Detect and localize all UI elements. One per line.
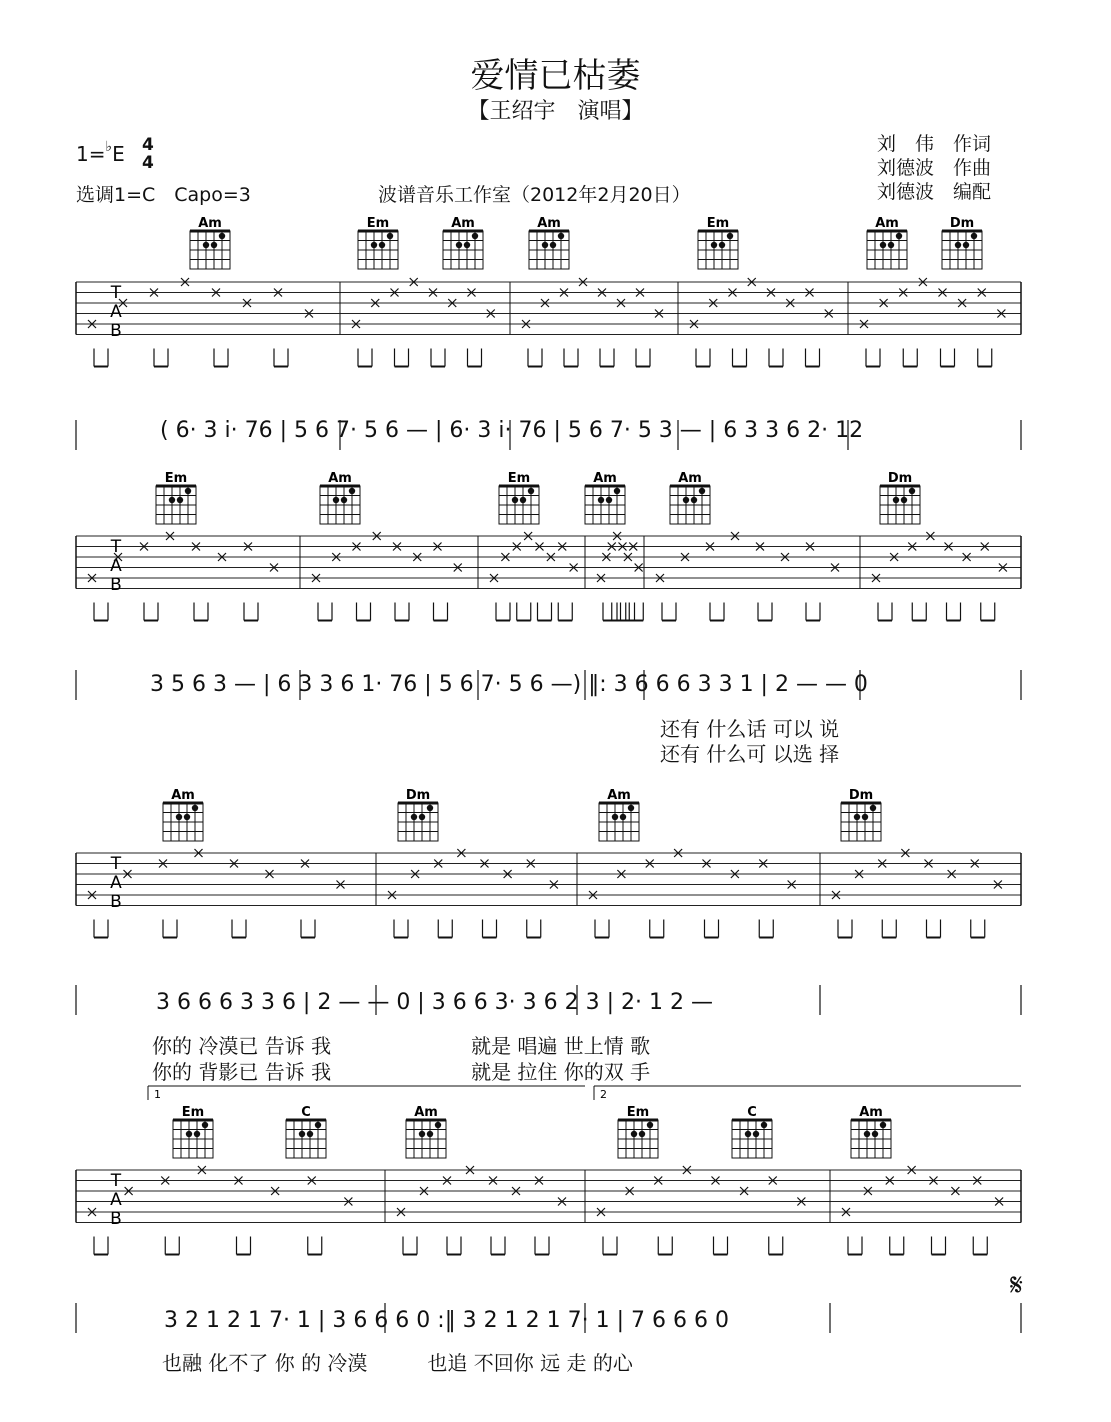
finger-dot	[315, 1122, 321, 1128]
chord-name: Em	[706, 216, 730, 231]
lyrics-row-2a: 还有 什么话 可以 说	[660, 717, 840, 741]
finger-dot	[901, 497, 907, 503]
chord-name: Am	[451, 216, 475, 231]
numbered-notation-row-1: ( 6· 3 i· 76 | 5 6 7· 5 6 — | 6· 3 i· 76 | 5 6 7· 5 3 — | 6 3 3 6 2· 12	[160, 418, 864, 443]
volta-first-number: 1	[154, 1088, 161, 1101]
finger-dot	[745, 1131, 751, 1137]
finger-dot	[307, 1131, 313, 1137]
numbered-notation-row-3: 3 6 6 6 3 3 6 | 2 — — 0 | 3 6 6 3· 3 6 2 3 | 2· 1 2 —	[156, 990, 713, 1015]
finger-dot	[299, 1131, 305, 1137]
credit-role: 作曲	[953, 157, 992, 179]
chord-name: C	[747, 1105, 757, 1120]
chord-name: Em	[507, 471, 531, 486]
finger-dot	[542, 242, 548, 248]
finger-dot	[192, 805, 198, 811]
credit-name: 刘德波	[876, 157, 934, 179]
finger-dot	[691, 497, 697, 503]
song-singer: 【王绍宇 演唱】	[467, 99, 644, 124]
finger-dot	[620, 814, 626, 820]
finger-dot	[550, 242, 556, 248]
chord-name: Em	[181, 1105, 205, 1120]
capo-info: 选调1=C Capo=3	[76, 184, 251, 206]
finger-dot	[683, 497, 689, 503]
chord-name: Dm	[848, 788, 874, 803]
finger-dot	[333, 497, 339, 503]
finger-dot	[419, 1131, 425, 1137]
numbered-notation-row-2: 3 5 6 3 — | 6 3 3 6 1· 76 | 5 6 7· 5 6 —) ‖: 3 6 6 6 3 3 1 | 2 — — 0	[150, 672, 868, 697]
segno-sign: 𝄋	[1010, 1268, 1023, 1303]
finger-dot	[435, 1122, 441, 1128]
finger-dot	[194, 1131, 200, 1137]
finger-dot	[371, 242, 377, 248]
chord-name: Em	[626, 1105, 650, 1120]
finger-dot	[893, 497, 899, 503]
tab-clef-letter: A	[110, 302, 122, 322]
tab-clef-letter: B	[110, 892, 122, 912]
finger-dot	[699, 488, 705, 494]
finger-dot	[647, 1122, 653, 1128]
credit-role: 作词	[953, 133, 992, 155]
finger-dot	[186, 1131, 192, 1137]
finger-dot	[472, 233, 478, 239]
finger-dot	[219, 233, 225, 239]
finger-dot	[862, 814, 868, 820]
finger-dot	[880, 242, 886, 248]
finger-dot	[711, 242, 717, 248]
finger-dot	[614, 488, 620, 494]
finger-dot	[753, 1131, 759, 1137]
finger-dot	[761, 1122, 767, 1128]
chord-name: Dm	[949, 216, 975, 231]
finger-dot	[456, 242, 462, 248]
chord-name: Am	[414, 1105, 438, 1120]
finger-dot	[184, 814, 190, 820]
song-title: 爱情已枯萎	[470, 56, 641, 96]
chord-name: Am	[859, 1105, 883, 1120]
chord-name: Am	[678, 471, 702, 486]
finger-dot	[558, 233, 564, 239]
chord-name: Am	[198, 216, 222, 231]
chord-name: Am	[593, 471, 617, 486]
finger-dot	[896, 233, 902, 239]
finger-dot	[419, 814, 425, 820]
finger-dot	[628, 805, 634, 811]
tab-clef-letter: A	[110, 1190, 122, 1210]
finger-dot	[631, 1131, 637, 1137]
tab-clef-letter: T	[110, 1171, 122, 1191]
time-top: 4	[142, 135, 154, 155]
finger-dot	[955, 242, 961, 248]
credit-role: 编配	[953, 181, 992, 203]
chord-name: Am	[328, 471, 352, 486]
finger-dot	[427, 805, 433, 811]
tab-clef-letter: T	[110, 854, 122, 874]
volta-second-number: 2	[600, 1088, 607, 1101]
credit-name: 刘德波	[876, 181, 934, 203]
finger-dot	[872, 1131, 878, 1137]
finger-dot	[185, 488, 191, 494]
finger-dot	[598, 497, 604, 503]
credit-name: 刘 伟	[876, 133, 934, 155]
key-flat: ♭	[105, 139, 113, 155]
finger-dot	[854, 814, 860, 820]
finger-dot	[864, 1131, 870, 1137]
chord-name: Dm	[405, 788, 431, 803]
finger-dot	[211, 242, 217, 248]
finger-dot	[464, 242, 470, 248]
finger-dot	[963, 242, 969, 248]
finger-dot	[427, 1131, 433, 1137]
tab-clef-letter: B	[110, 1209, 122, 1229]
finger-dot	[341, 497, 347, 503]
finger-dot	[177, 497, 183, 503]
finger-dot	[727, 233, 733, 239]
finger-dot	[909, 488, 915, 494]
finger-dot	[411, 814, 417, 820]
finger-dot	[612, 814, 618, 820]
chord-name: Dm	[887, 471, 913, 486]
chord-name: Am	[875, 216, 899, 231]
lyrics-row-3b: 你的 背影已 告诉 我 就是 拉住 你的双 手	[152, 1060, 651, 1084]
finger-dot	[639, 1131, 645, 1137]
studio-info: 波谱音乐工作室（2012年2月20日）	[378, 184, 691, 206]
finger-dot	[169, 497, 175, 503]
time-bottom: 4	[142, 153, 154, 173]
finger-dot	[528, 488, 534, 494]
finger-dot	[880, 1122, 886, 1128]
chord-name: Em	[366, 216, 390, 231]
tab-clef-letter: T	[110, 283, 122, 303]
finger-dot	[349, 488, 355, 494]
chord-name: C	[301, 1105, 311, 1120]
finger-dot	[719, 242, 725, 248]
finger-dot	[176, 814, 182, 820]
lyrics-row-2b: 还有 什么可 以选 择	[660, 742, 840, 766]
finger-dot	[379, 242, 385, 248]
lyrics-row-4a: 也融 化不了 你 的 冷漠 也追 不回你 远 走 的心	[162, 1351, 633, 1375]
finger-dot	[606, 497, 612, 503]
key-letter: E	[112, 142, 125, 166]
chord-name: Am	[607, 788, 631, 803]
numbered-notation-row-4: 3 2 1 2 1 7· 1 | 3 6 6 6 0 :‖ 3 2 1 2 1 7· 1 | 7 6 6 6 0	[164, 1308, 729, 1333]
finger-dot	[202, 1122, 208, 1128]
key-prefix: 1=	[76, 142, 106, 166]
tab-clef-letter: B	[110, 321, 122, 341]
finger-dot	[971, 233, 977, 239]
finger-dot	[520, 497, 526, 503]
finger-dot	[888, 242, 894, 248]
finger-dot	[870, 805, 876, 811]
chord-name: Am	[537, 216, 561, 231]
tab-clef-letter: T	[110, 537, 122, 557]
tab-clef-letter: A	[110, 556, 122, 576]
finger-dot	[203, 242, 209, 248]
lyrics-row-3a: 你的 冷漠已 告诉 我 就是 唱遍 世上情 歌	[152, 1034, 651, 1058]
chord-name: Em	[164, 471, 188, 486]
finger-dot	[512, 497, 518, 503]
chord-name: Am	[171, 788, 195, 803]
finger-dot	[387, 233, 393, 239]
tab-clef-letter: A	[110, 873, 122, 893]
tab-clef-letter: B	[110, 575, 122, 595]
